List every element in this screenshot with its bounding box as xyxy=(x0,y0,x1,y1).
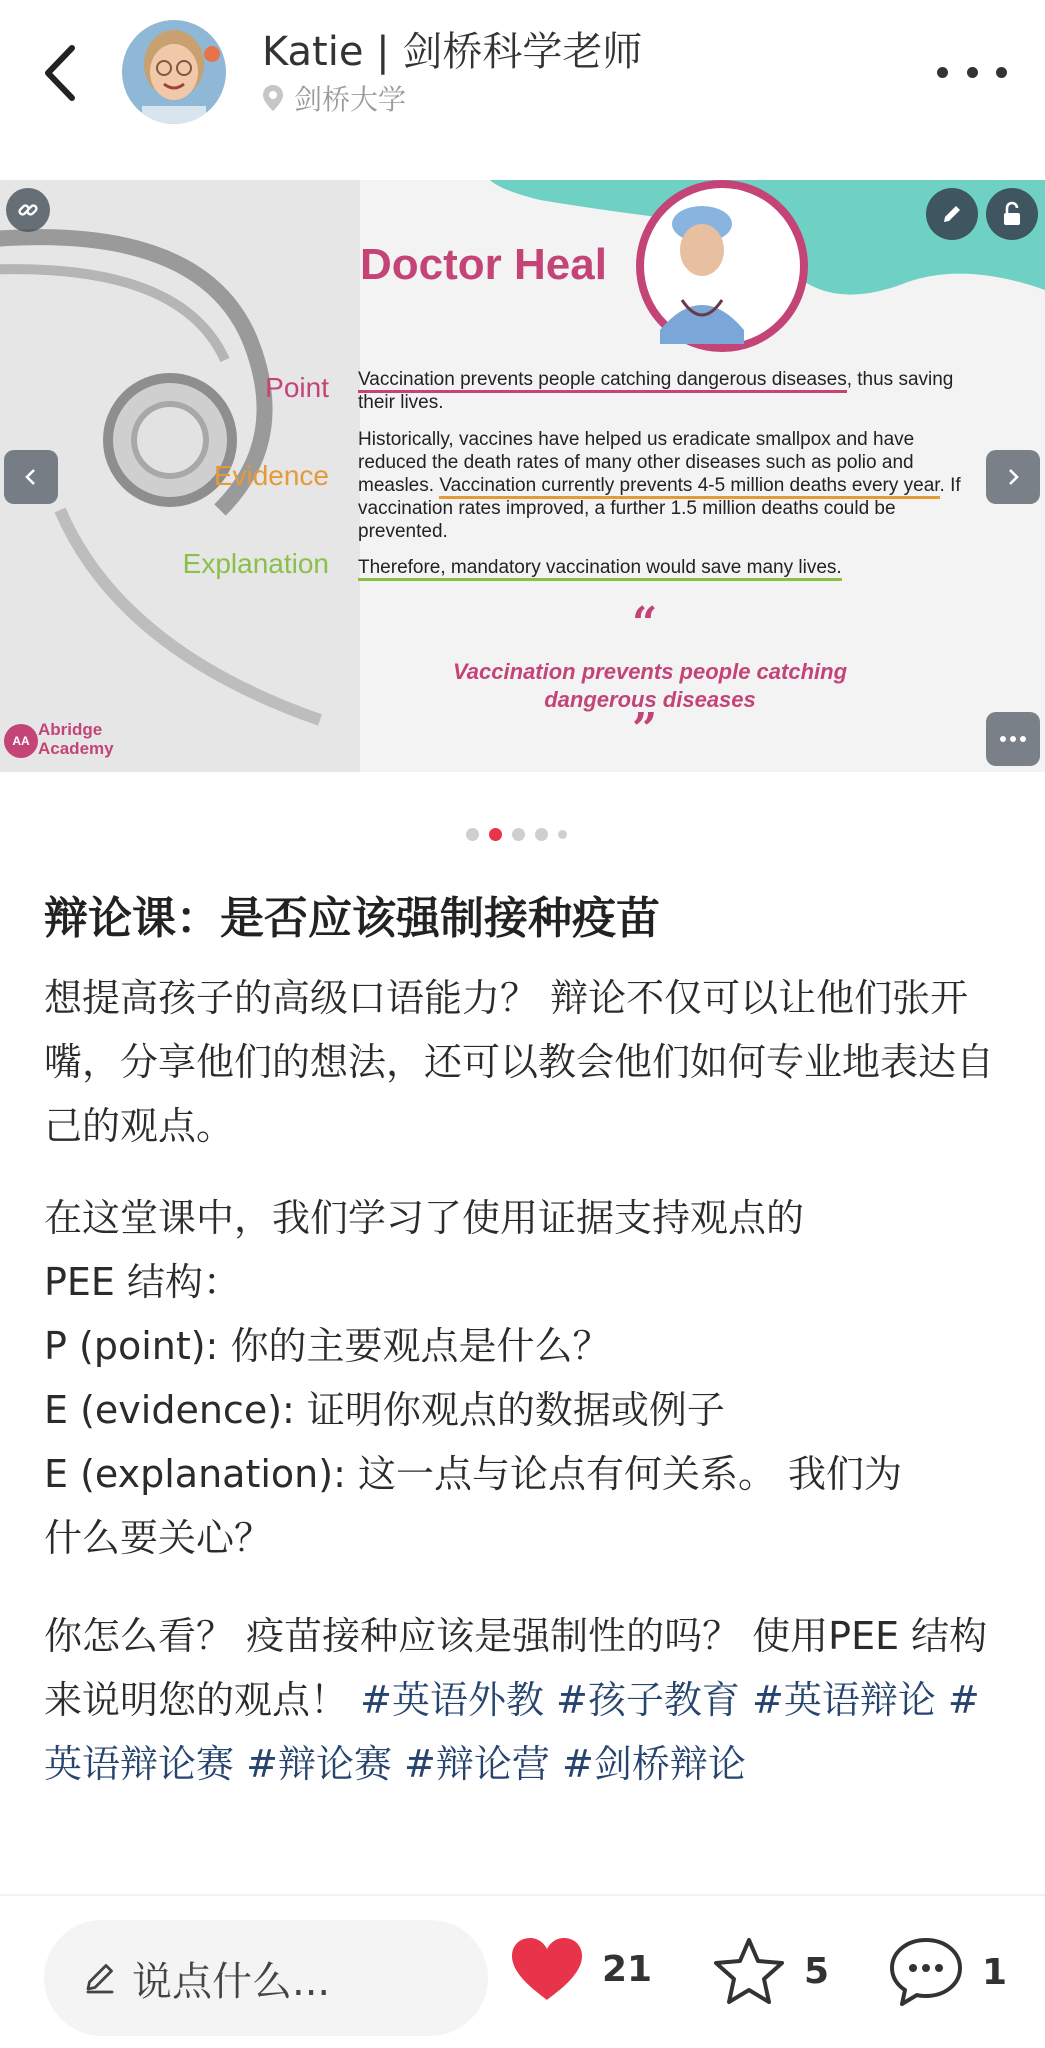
slide-point-text xyxy=(358,368,978,414)
avatar[interactable] xyxy=(122,20,226,124)
paragraph-3-text: 你怎么看？ 疫苗接种应该是强制性的吗？ 使用PEE 结构来说明您的观点！ xyxy=(44,1614,988,1722)
slide-label-evidence: Evidence xyxy=(213,460,329,491)
paragraph-line: 在这堂课中，我们学习了使用证据支持观点的 xyxy=(44,1196,805,1240)
divider xyxy=(0,1894,1045,1896)
slide-title: Doctor Heal xyxy=(360,240,607,289)
author-name[interactable]: Katie | 剑桥科学老师 xyxy=(262,29,643,75)
more-horizontal-icon xyxy=(937,67,948,78)
paragraph-line: P (point): 你的主要观点是什么？ xyxy=(44,1324,611,1368)
star-icon xyxy=(712,1936,786,2006)
back-button[interactable] xyxy=(38,38,88,108)
comment-input[interactable] xyxy=(44,1920,488,2036)
brand-name: Abridge Academy xyxy=(38,720,114,758)
carousel-dot-active[interactable] xyxy=(489,828,502,841)
paragraph-line: E (evidence): 证明你观点的数据或例子 xyxy=(44,1388,725,1432)
link-icon xyxy=(16,198,40,222)
evidence-highlight: Vaccination currently prevents 4-5 million deaths every year xyxy=(439,475,939,499)
chevron-left-icon xyxy=(19,465,43,489)
carousel-dot[interactable] xyxy=(558,830,567,839)
location-pin-icon xyxy=(262,84,284,112)
comment-count: 1 xyxy=(982,1951,1008,1993)
carousel-dot[interactable] xyxy=(466,828,479,841)
hashtag-link[interactable]: #英语外教 xyxy=(360,1678,544,1722)
hashtag-link[interactable]: #辩论营 xyxy=(404,1742,550,1786)
paragraph-line: 什么要关心？ xyxy=(44,1516,273,1560)
hashtag-link[interactable]: #孩子教育 xyxy=(556,1678,740,1722)
pencil-icon xyxy=(939,201,965,227)
like-count: 21 xyxy=(602,1948,653,1990)
chat-bubble-icon xyxy=(888,1936,964,2008)
more-horizontal-icon xyxy=(999,735,1027,743)
carousel-indicator xyxy=(466,828,567,841)
favorite-button[interactable] xyxy=(712,1936,829,2006)
carousel-dot[interactable] xyxy=(512,828,525,841)
point-rest: , thus saving their lives. xyxy=(358,369,954,413)
post-title: 辩论课：是否应该强制接种疫苗 xyxy=(44,893,660,944)
slide-more-button[interactable] xyxy=(986,712,1040,766)
explanation-highlight: Therefore, mandatory vaccination would save many lives. xyxy=(358,557,842,581)
heart-icon xyxy=(510,1936,584,2002)
hashtag-link[interactable]: #英语辩论 xyxy=(751,1678,936,1722)
post-paragraph-2 xyxy=(44,1186,1004,1570)
evidence-rest: . If vaccination rates improved, a further 1.5 million deaths could be prevented. xyxy=(358,475,961,542)
slide-label-point: Point xyxy=(265,372,329,403)
slide-label-explanation: Explanation xyxy=(182,548,329,579)
more-options-button[interactable] xyxy=(937,52,1007,92)
brand-logo: AA xyxy=(4,724,38,758)
unlock-icon xyxy=(998,200,1026,228)
carousel-dot[interactable] xyxy=(535,828,548,841)
quote-close: ” xyxy=(632,704,658,755)
next-slide-button[interactable] xyxy=(986,450,1040,504)
prev-slide-button[interactable] xyxy=(4,450,58,504)
slide-evidence-text xyxy=(358,428,978,543)
link-button[interactable] xyxy=(6,188,50,232)
paragraph-line: PEE 结构： xyxy=(44,1260,242,1304)
paragraph-line: E (explanation): 这一点与论点有何关系。 我们为 xyxy=(44,1452,903,1496)
hashtag-link[interactable]: #剑桥辩论 xyxy=(561,1742,746,1786)
location-label: 剑桥大学 xyxy=(294,83,407,116)
hashtag-link[interactable]: #辩论赛 xyxy=(246,1742,392,1786)
point-highlight: Vaccination prevents people catching dangerous diseases xyxy=(358,369,847,393)
edit-button[interactable] xyxy=(926,188,978,240)
evidence-lead: Historically, vaccines have helped us eradicate smallpox and have reduced the death rates of many other diseases such as polio and measles. xyxy=(358,429,915,496)
pencil-icon xyxy=(80,1959,118,1997)
post-image-carousel[interactable] xyxy=(0,180,1045,772)
quote-open: “ xyxy=(632,598,658,649)
hashtag-link[interactable]: #英语辩论赛 xyxy=(44,1678,980,1786)
post-header xyxy=(0,0,1045,152)
chevron-right-icon xyxy=(1001,465,1025,489)
favorite-count: 5 xyxy=(804,1950,830,1992)
unlock-button[interactable] xyxy=(986,188,1038,240)
post-paragraph-3 xyxy=(44,1604,1004,1796)
comment-placeholder: 说点什么... xyxy=(132,1958,331,2005)
post-paragraph-1: 想提高孩子的高级口语能力？ 辩论不仅可以让他们张开嘴，分享他们的想法，还可以教会他们如何专业地表达自己的观点。 xyxy=(44,976,995,1148)
location[interactable] xyxy=(262,78,406,118)
slide-explanation-text xyxy=(358,556,978,579)
comments-button[interactable] xyxy=(888,1936,1007,2008)
chevron-left-icon xyxy=(38,38,88,108)
like-button[interactable] xyxy=(510,1936,652,2002)
slide-quote: Vaccination prevents people catching dangerous diseases xyxy=(452,659,848,712)
